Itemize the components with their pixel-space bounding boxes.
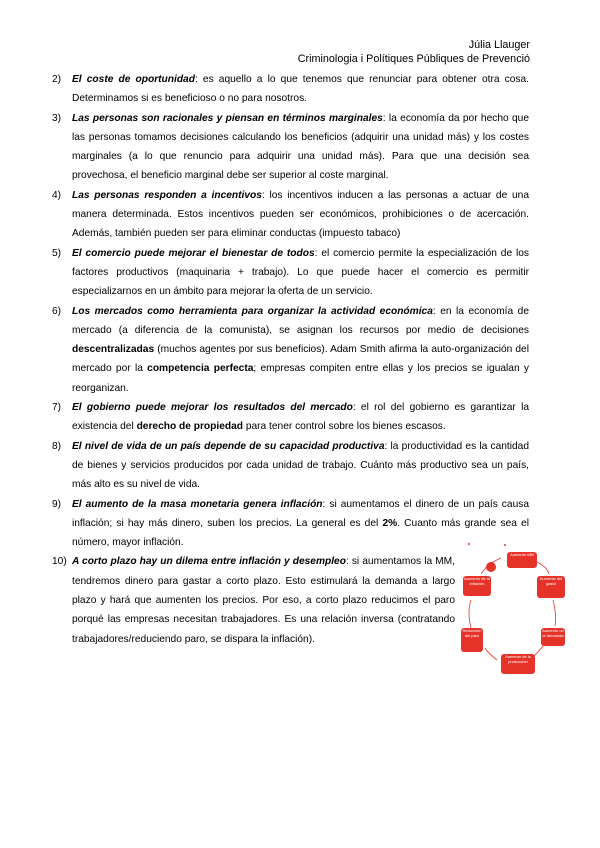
item-text: : la productividad es la cantidad de bienes y servicios producidos por cada unidad de trabajo. Cuánto más productivo sea un país, más alto es su nivel de vida. xyxy=(72,440,529,491)
cycle-arrow xyxy=(485,648,497,660)
cycle-node: Reducción del paro xyxy=(461,628,483,652)
cycle-node: Aumento de la demanda xyxy=(541,628,565,646)
item-text: . Cuanto más grande sea el número, mayor inflación. xyxy=(72,517,529,549)
item-title: El comercio puede mejorar el bienestar de todos xyxy=(72,247,315,259)
item-number: 6) xyxy=(52,305,62,317)
list-item-4 xyxy=(52,186,529,244)
item-text: : el rol del gobierno es garantizar la existencia del xyxy=(72,402,529,433)
list-item-3 xyxy=(52,109,529,186)
item-body xyxy=(72,109,529,186)
item-title: A corto plazo hay un dilema entre inflación y desempleo xyxy=(72,556,346,568)
cycle-arrow xyxy=(553,600,556,626)
item-text: para tener control sobre los bienes escasos. xyxy=(242,421,446,433)
cycle-node: Aumento de la inflación xyxy=(463,576,491,596)
item-number: 7) xyxy=(52,402,62,414)
list-item-7 xyxy=(52,398,529,437)
author-name: Júlia Llauger xyxy=(468,39,530,51)
item-number: 2) xyxy=(52,74,62,85)
list-item-8 xyxy=(52,437,529,495)
item-bold-term: 2% xyxy=(382,517,398,529)
item-title: El aumento de la masa monetaria genera inflación xyxy=(72,498,323,510)
item-text: : la economía da por hecho que las personas tomamos decisiones calculando los beneficios (adquirir una unidad más) y los costes marginales (a lo que renuncio para adquirir una unidad más). Para que una decisión sea provechosa, el beneficio marginal debe ser superior al coste marginal. xyxy=(72,112,529,182)
item-title: Las personas son racionales y piensan en términos marginales xyxy=(72,112,383,124)
item-text: : el comercio permite la especialización de los factores productivos (maquinaria + trabajo). Lo que puede hacer el comercio es permitir especializarnos en un ámbito para mejorar la oferta de un servicio. xyxy=(72,247,529,298)
decorative-dot xyxy=(504,544,506,546)
cycle-node: Aumento del gasto xyxy=(537,576,565,598)
item-text: ; empresas compiten entre ellas y los precios se igualan y reorganizan. xyxy=(72,363,530,394)
item-bold-term: derecho de propiedad xyxy=(136,421,243,433)
item-text: : si aumentamos el dinero de un país causa inflación; si hay más dinero, suben los precios. La general es del xyxy=(72,498,529,529)
decorative-dot xyxy=(468,543,470,545)
item-body xyxy=(72,398,529,437)
item-title: Los mercados como herramienta para organizar la actividad económica xyxy=(72,305,433,317)
cycle-start-icon xyxy=(486,562,496,572)
list-item-6 xyxy=(52,302,529,398)
item-number: 5) xyxy=(52,247,62,259)
item-body xyxy=(72,302,529,398)
item-number: 3) xyxy=(52,112,62,124)
course-name: Criminologia i Polítiques Públiques de Prevenció xyxy=(297,52,530,65)
item-bold-term: descentralizadas xyxy=(72,344,155,356)
item-title: El gobierno puede mejorar los resultados del mercado xyxy=(72,402,353,414)
item-body xyxy=(72,552,455,648)
item-number: 9) xyxy=(52,498,62,510)
principles-list xyxy=(52,70,529,649)
item-title: El nivel de vida de un país depende de su capacidad productiva xyxy=(72,440,385,452)
list-item-5 xyxy=(52,244,529,302)
item-body xyxy=(72,70,529,109)
item-number: 4) xyxy=(52,189,62,201)
cycle-node: Aumento de la producción xyxy=(501,654,535,674)
item-text: (muchos agentes por sus beneficios). Adam Smith afirma la auto-organización del mercado por la xyxy=(72,344,529,375)
item-text: : los incentivos inducen a las personas a actuar de una manera determinada. Estos incentivos pueden ser económicos, prohibiciones o de acercación. Además, también pueden ser para eliminar conductas (impuesto tabaco) xyxy=(72,189,529,240)
item-title: Las personas responden a incentivos xyxy=(72,189,262,201)
item-bold-term: competencia perfecta xyxy=(147,363,254,375)
list-item-2 xyxy=(52,70,529,109)
item-text: : es aquello a lo que tenemos que renunciar para obtener otra cosa. Determinamos si es beneficioso o no para nosotros. xyxy=(72,74,529,105)
item-number: 10) xyxy=(52,556,67,568)
item-body xyxy=(72,244,529,302)
cycle-node: Aumento MM xyxy=(507,552,537,568)
page-header xyxy=(298,39,530,66)
item-text: : en la economía de mercado (a diferencia de la comunista), se asignan los recursos por medio de decisiones xyxy=(72,305,529,336)
item-text: : si aumentamos la MM, tendremos dinero para gastar a corto plazo. Esto estimulará la demanda a largo plazo y hará que aumenten los precios. Por eso, a corto plazo reducimos el paro porqué las empresas necesitan trabajadores. Es una relación inversa (contratando trabajadores/reduciendo paro, se dispara la inflación). xyxy=(72,556,455,645)
item-title: El coste de oportunidad xyxy=(72,74,195,85)
item-body xyxy=(72,437,529,495)
item-body xyxy=(72,186,529,244)
list-item-10 xyxy=(52,552,529,648)
inflation-cycle-diagram xyxy=(461,542,565,682)
list-item-9 xyxy=(52,495,529,553)
cycle-arrow xyxy=(469,600,471,628)
item-number: 8) xyxy=(52,440,62,452)
